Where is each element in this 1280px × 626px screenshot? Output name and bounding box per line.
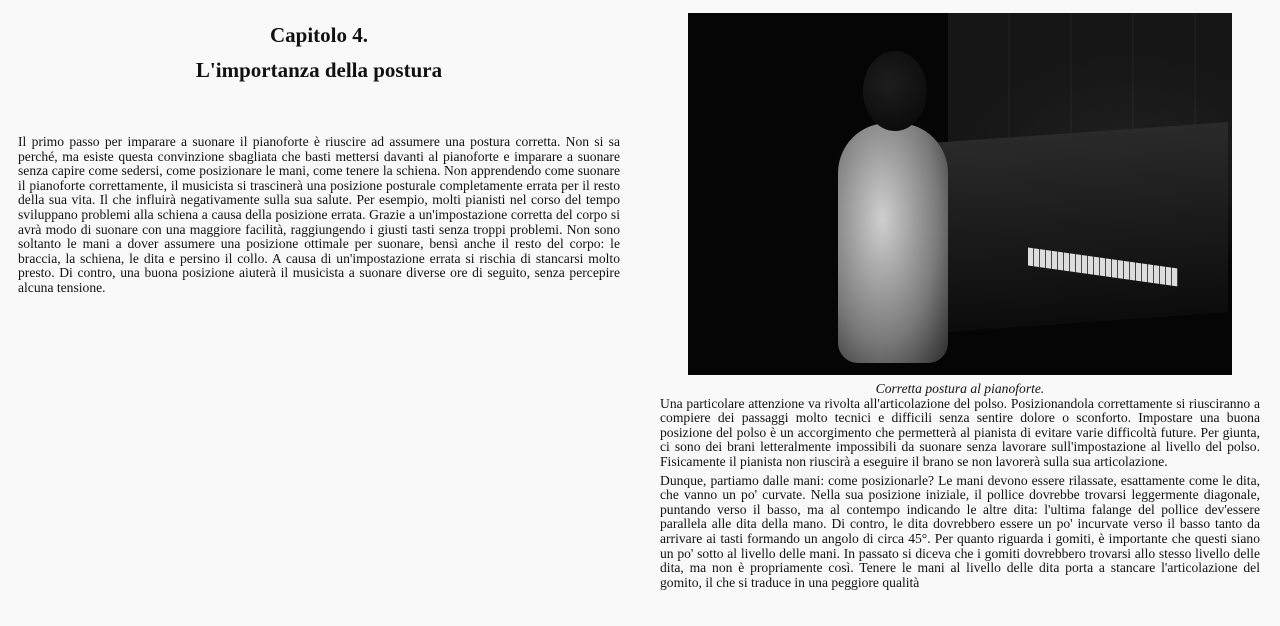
left-column: [18, 18, 620, 296]
pianist-head: [863, 51, 927, 131]
pianist-figure: [838, 123, 948, 363]
chapter-title: L'importanza della postura: [195, 58, 443, 82]
wrist-paragraph: Una particolare attenzione va rivolta all'articolazione del polso. Posizionandola correttamente si riusciranno a compiere dei passaggi molto tecnici e difficili senza sentire dolore o sconforto. Impostare una buona posizione del polso è un accorgimento che permetterà al pianista di evitare varie difficoltà future. Per giunta, ci sono dei brani letteralmente impossibili da suonare senza lavorare sull'impostazione al livello del polso. Fisicamente il pianista non riuscirà a eseguire il brano se non lavorerà sulla sua articolazione.: [660, 395, 1260, 469]
right-column: [660, 13, 1260, 590]
figure-caption: Corretta postura al pianoforte.: [875, 381, 1045, 396]
chapter-number: Capitolo 4.: [269, 23, 368, 47]
chapter-heading: [18, 18, 620, 88]
pianist-photo: [688, 13, 1232, 375]
intro-paragraph: Il primo passo per imparare a suonare il pianoforte è riuscire ad assumere una postura corretta. Non si sa perché, ma esiste questa convinzione sbagliata che basti mettersi davanti al pianoforte e imparare a suonare senza capire come sedersi, come posizionare le mani, come tenere la schiena. Non apprendendo come suonare il pianoforte correttamente, il musicista si trascinerà una posizione posturale completamente errata per il resto della sua vita. Il che influirà negativamente sulla sua salute. Per esempio, molti pianisti nel corso del tempo sviluppano problemi alla schiena a causa della posizione errata. Grazie a un'impostazione corretta del corpo si avrà modo di suonare con una maggiore facilità, raggiungendo i giusti tasti senza troppi problemi. Non sono soltanto le mani a dover assumere una posizione ottimale per suonare, bensì anche il resto del corpo: le braccia, la schiena, le dita e persino il collo. A causa di un'impostazione errata si rischia di stancarsi molto presto. Di contro, una buona posizione aiuterà il musicista a suonare diverse ore di seguito, senza percepire alcuna tensione.: [18, 134, 620, 295]
hands-paragraph: Dunque, partiamo dalle mani: come posizionarle? Le mani devono essere rilassate, esattamente come le dita, che vanno un po' curvate. Nella sua posizione iniziale, il pollice dovrebbe trovarsi leggermente diagonale, puntando verso il basso, ma al contempo indicando le altre dita: l'ultima falange del pollice dev'essere parallela alle dita della mano. Di contro, le dita dovrebbero essere un po' incurvate verso il basso tanto da arrivare ai tasti formando un angolo di circa 45°. Per quanto riguarda i gomiti, è importante che questi siano un po' sotto al livello delle mani. In passato si diceva che i gomiti dovrebbero trovarsi allo stesso livello delle dita, ma non è propriamente così. Tenere le mani al livello delle dita porta a stancare l'articolazione del gomito, il che si traduce in una peggiore qualità: [660, 472, 1260, 590]
upright-piano: [918, 122, 1228, 334]
